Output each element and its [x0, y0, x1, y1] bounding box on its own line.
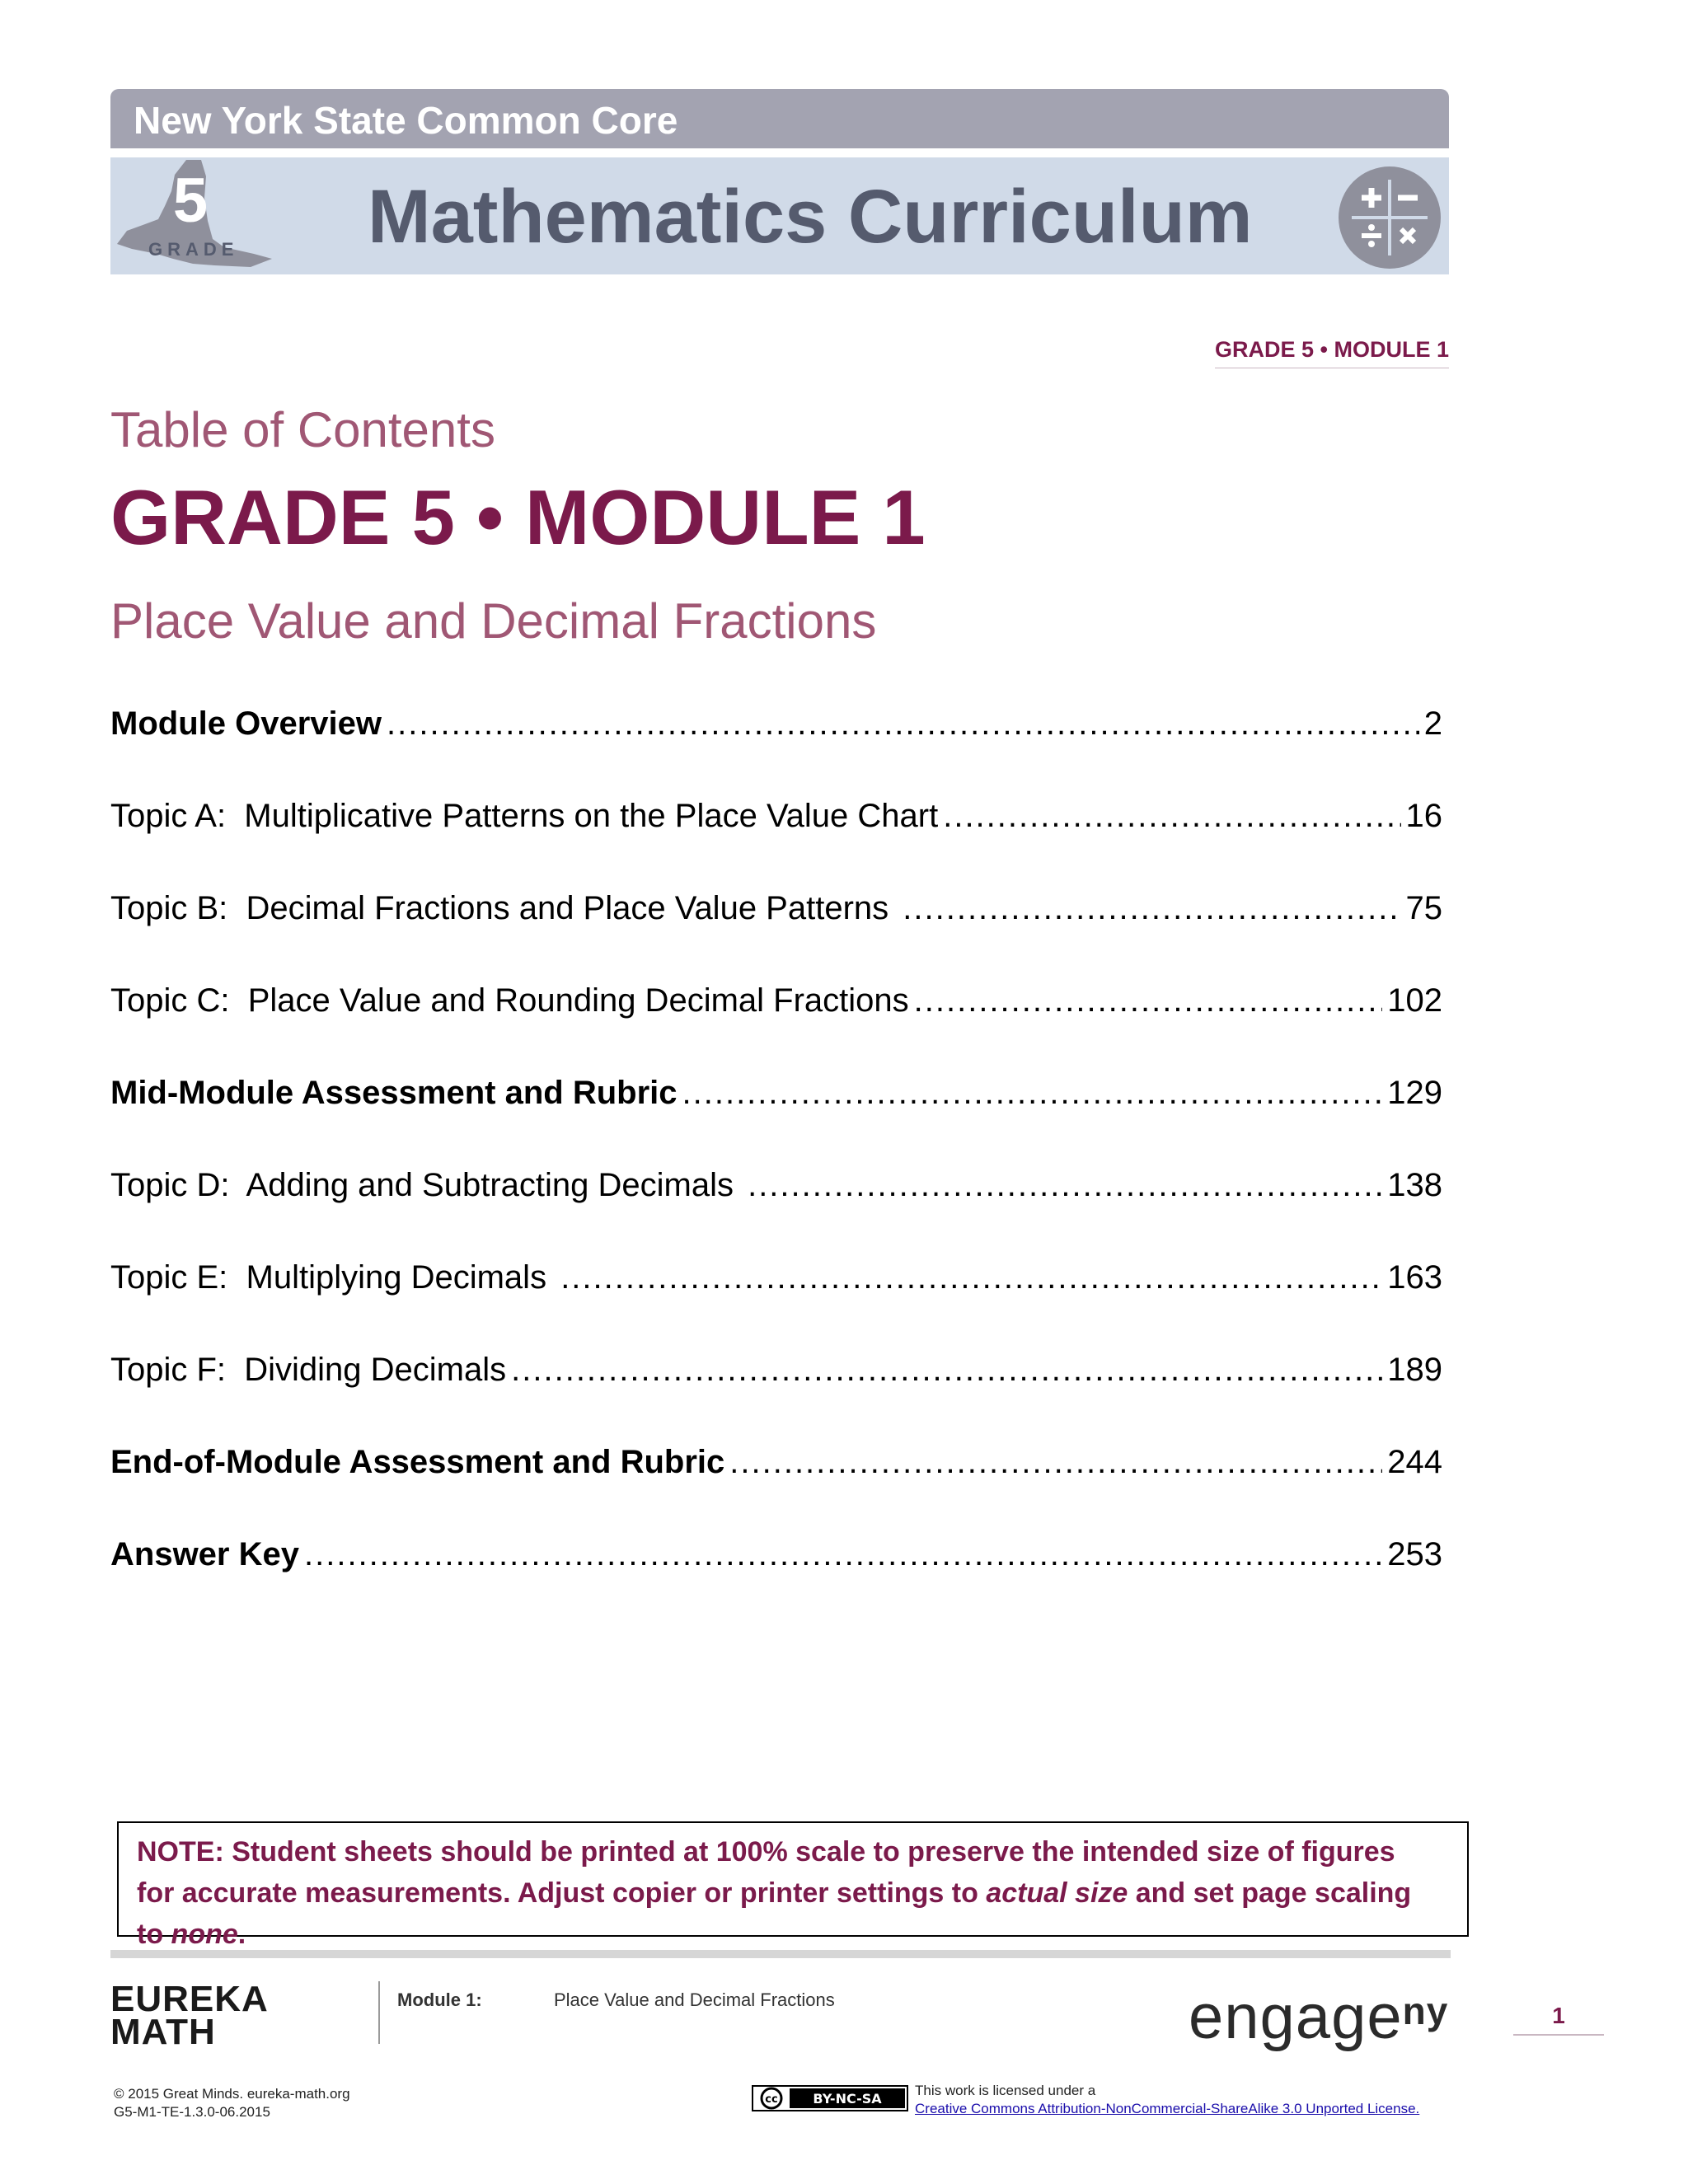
toc-entry-topic-e[interactable]: [110, 1254, 1449, 1301]
footer-module-label: Module 1:: [397, 1990, 482, 2010]
toc-entry-label: Topic E: Multiplying Decimals: [110, 1259, 556, 1296]
toc-leader: [682, 1070, 1383, 1116]
note-emphasis: none: [171, 1919, 238, 1950]
toc-entry-topic-f[interactable]: [110, 1347, 1449, 1393]
toc-entry-label: Topic D: Adding and Subtracting Decimals: [110, 1167, 743, 1203]
curriculum-title: Mathematics Curriculum: [368, 175, 1253, 259]
print-note: [137, 1831, 1439, 1955]
note-emphasis: actual size: [986, 1877, 1128, 1909]
toc-entry-end-of-module-assessment[interactable]: [110, 1439, 1449, 1485]
toc-entry-mid-module-assessment[interactable]: [110, 1070, 1449, 1116]
toc-entry-topic-c[interactable]: [110, 977, 1449, 1024]
toc-leader: [914, 977, 1383, 1024]
toc-entry-topic-d[interactable]: [110, 1162, 1449, 1208]
toc-entry-page: 253: [1387, 1536, 1442, 1572]
toc-leader: [560, 1254, 1382, 1301]
toc-leader: [387, 701, 1419, 747]
toc-leader: [511, 1347, 1382, 1393]
engage-logo-sup: ny: [1402, 1990, 1449, 2032]
copyright: [114, 2085, 350, 2121]
note-text-part: NOTE: Student sheets should be printed at 100% scale to preserve the intended size of figures for accurate measurements. Adjust copier or printer settings to: [137, 1836, 1395, 1909]
page-number: 1: [1513, 2001, 1604, 2036]
grade-module-title: GRADE 5 • MODULE 1: [110, 474, 926, 560]
toc-entry-module-overview[interactable]: [110, 701, 1449, 747]
toc-entry-label: Module Overview: [110, 705, 382, 742]
toc-entry-page: 102: [1387, 982, 1442, 1019]
toc-entry-label: Topic C: Place Value and Rounding Decimal Fractions: [110, 982, 909, 1019]
toc-entry-page: 2: [1423, 705, 1442, 742]
toc-entry-page: 244: [1387, 1444, 1442, 1480]
toc-entry-page: 75: [1405, 890, 1442, 926]
footer-rule: [110, 1950, 1451, 1958]
toc-entry-label: Topic B: Decimal Fractions and Place Value Patterns: [110, 890, 898, 926]
toc-entry-answer-key[interactable]: [110, 1531, 1449, 1577]
toc-entry-label: Topic A: Multiplicative Patterns on the Place Value Chart: [110, 798, 939, 834]
toc-entry-page: 16: [1405, 798, 1442, 834]
cc-badge-text: BY-NC-SA: [813, 2091, 882, 2107]
toc-leader: [304, 1531, 1382, 1577]
toc-leader: [943, 793, 1400, 839]
math-operations-icon: [1337, 165, 1442, 270]
license-text: This work is licensed under a: [915, 2083, 1096, 2098]
toc-leader: [729, 1439, 1382, 1485]
state-banner-text: New York State Common Core: [134, 99, 678, 142]
copyright-line: © 2015 Great Minds. eureka-math.org: [114, 2086, 350, 2102]
toc-entry-topic-b[interactable]: [110, 885, 1449, 931]
note-text-part: and set page scaling to: [137, 1877, 1412, 1950]
eureka-logo-line: MATH: [110, 2012, 216, 2052]
note-text-part: .: [237, 1919, 246, 1950]
toc-entry-label: End-of-Module Assessment and Rubric: [110, 1444, 725, 1480]
license-link[interactable]: Creative Commons Attribution-NonCommercial-ShareAlike 3.0 Unported License.: [915, 2101, 1420, 2116]
toc-leader: [903, 885, 1400, 931]
toc-leader: [748, 1162, 1382, 1208]
module-subtitle: Place Value and Decimal Fractions: [110, 593, 877, 649]
toc-entry-topic-a[interactable]: [110, 793, 1449, 839]
cc-license-badge-icon: [752, 2085, 908, 2111]
grade-word: GRADE: [148, 239, 239, 260]
eureka-math-logo: [110, 1979, 269, 2052]
toc-entry-label: Mid-Module Assessment and Rubric: [110, 1075, 678, 1111]
footer-divider: [378, 1981, 380, 2044]
toc-entry-page: 189: [1387, 1352, 1442, 1388]
toc-entry-page: 138: [1387, 1167, 1442, 1203]
toc-entry-label: Topic F: Dividing Decimals: [110, 1352, 507, 1388]
footer-module-name: Place Value and Decimal Fractions: [554, 1990, 835, 2010]
svg-text:cc: cc: [765, 2093, 778, 2106]
toc-entry-page: 129: [1387, 1075, 1442, 1111]
toc-entry-label: Answer Key: [110, 1536, 299, 1572]
document-code: G5-M1-TE-1.3.0-06.2015: [114, 2104, 270, 2120]
engage-logo-text: engage: [1189, 1982, 1403, 2052]
toc-entry-page: 163: [1387, 1259, 1442, 1296]
grade-number: 5: [172, 166, 209, 236]
toc-label: Table of Contents: [110, 402, 495, 457]
engageny-logo: [1189, 1978, 1448, 2057]
running-head: GRADE 5 • MODULE 1: [1215, 335, 1449, 368]
eureka-logo-line: EUREKA: [110, 1979, 269, 2019]
